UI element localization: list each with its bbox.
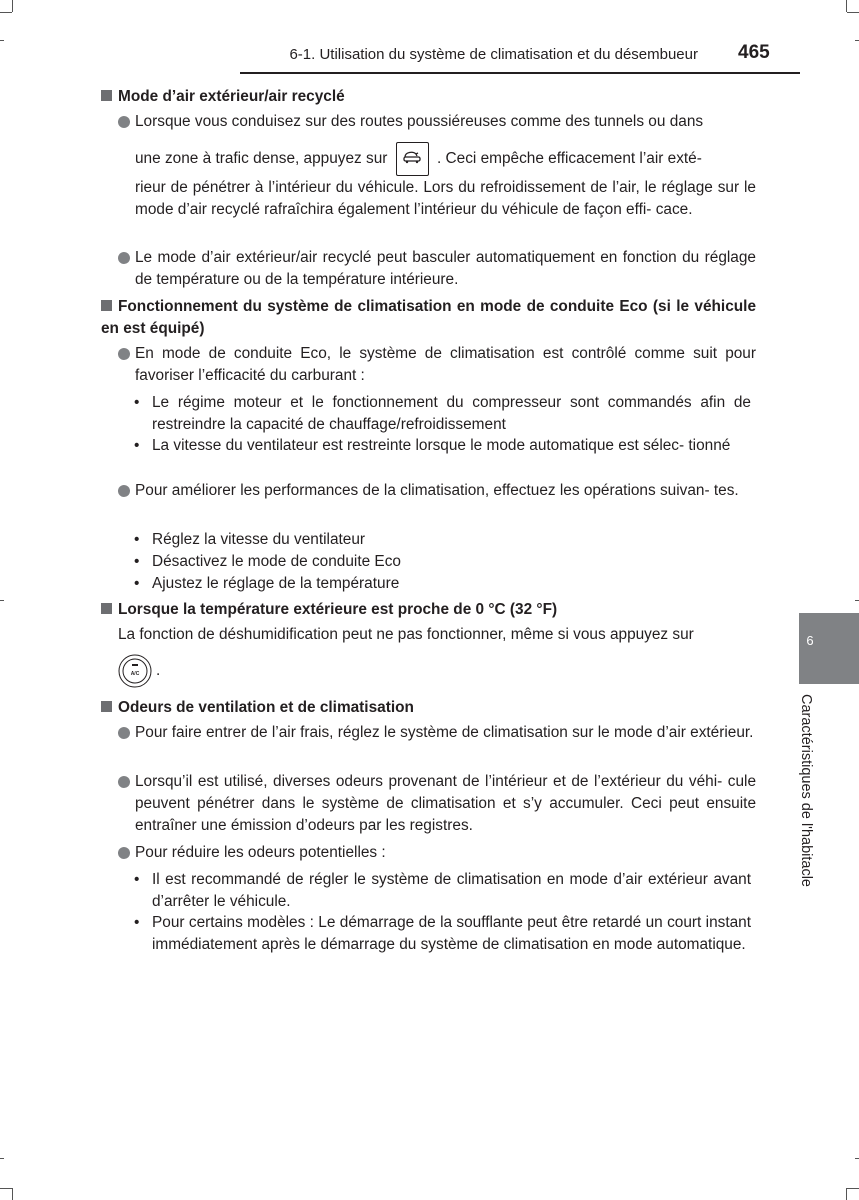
- crop-mark: [0, 1158, 4, 1159]
- crop-mark: [855, 600, 859, 601]
- running-header-title: 6-1. Utilisation du système de climatisation et du désembueur: [289, 46, 698, 63]
- section-title-air-mode: Mode d’air extérieur/air recyclé: [101, 86, 756, 108]
- paragraph-auto-switch: Le mode d’air extérieur/air recyclé peut basculer automatiquement en fonction du réglage de température ou de la température intérieure.: [118, 247, 756, 291]
- sentence-end: .: [156, 662, 161, 679]
- crop-mark: [847, 12, 859, 13]
- crop-mark: [846, 1188, 847, 1200]
- crop-mark: [0, 600, 4, 601]
- air-recirculation-icon: [401, 149, 423, 167]
- crop-mark: [855, 1158, 859, 1159]
- paragraph-recirculation-continued: rieur de pénétrer à l’intérieur du véhicule. Lors du refroidissement de l’air, le réglage sur le mode d’air recyclé rafraîchira également l’intérieur du véhicule de façon effi- cace.: [135, 179, 756, 218]
- circle-bullet-icon: [118, 348, 130, 360]
- square-icon: [101, 701, 112, 712]
- crop-mark: [0, 12, 12, 13]
- crop-mark: [0, 40, 4, 41]
- list-item: • Désactivez le mode de conduite Eco: [134, 553, 401, 570]
- circle-bullet-icon: [118, 116, 130, 128]
- crop-mark: [855, 40, 859, 41]
- circle-bullet-icon: [118, 727, 130, 739]
- list-item: • Il est recommandé de régler le système de climatisation en mode d’air extérieur avant d’arrêter le véhicule.: [134, 871, 751, 910]
- page-number: 465: [738, 42, 770, 63]
- paragraph-dehumidify: La fonction de déshumidification peut ne pas fonctionner, même si vous appuyez sur: [118, 626, 694, 643]
- air-recirculation-button: [396, 142, 429, 176]
- list-item: • Réglez la vitesse du ventilateur: [134, 531, 366, 548]
- chapter-tab: [799, 613, 859, 684]
- svg-text:A/C: A/C: [130, 671, 140, 677]
- crop-mark: [0, 1188, 12, 1189]
- section-title-eco-mode: Fonctionnement du système de climatisation en mode de conduite Eco (si le véhicule en est équipé): [101, 298, 756, 337]
- crop-mark: [12, 0, 13, 12]
- list-item: • Le régime moteur et le fonctionnement du compresseur sont commandés afin de restreindre la capacité de chauffage/refroidissement: [134, 394, 751, 433]
- list-item: • Pour certains modèles : Le démarrage de la soufflante peut être retardé un court instant immédiatement après le démarrage du système de climatisation en mode automatique.: [134, 914, 751, 953]
- ac-button: [118, 654, 152, 688]
- paragraph-eco-control: En mode de conduite Eco, le système de climatisation est contrôlé comme suit pour favoriser l’efficacité du carburant :: [118, 343, 756, 387]
- circle-bullet-icon: [118, 252, 130, 264]
- square-icon: [101, 300, 112, 311]
- circle-bullet-icon: [118, 485, 130, 497]
- section-title-odors: Odeurs de ventilation et de climatisation: [101, 697, 756, 719]
- crop-mark: [12, 1188, 13, 1200]
- crop-mark: [846, 0, 847, 12]
- crop-mark: [847, 1188, 859, 1189]
- paragraph-fresh-air: Pour faire entrer de l’air frais, réglez le système de climatisation sur le mode d’air extérieur.: [118, 722, 756, 744]
- paragraph-recirculation-button-line: une zone à trafic dense, appuyez sur . Ceci empêche efficacement l’air exté-: [118, 142, 756, 176]
- section-title-low-temp: Lorsque la température extérieure est proche de 0 °C (32 °F): [101, 599, 756, 621]
- circle-bullet-icon: [118, 847, 130, 859]
- paragraph-reduce-odors: Pour réduire les odeurs potentielles :: [118, 842, 756, 864]
- circle-bullet-icon: [118, 776, 130, 788]
- chapter-label: Caractéristiques de l'habitacle: [798, 694, 814, 887]
- paragraph-eco-improve: Pour améliorer les performances de la climatisation, effectuez les opérations suivan- tes.: [118, 480, 756, 502]
- paragraph-recirculation-use: Lorsque vous conduisez sur des routes poussiéreuses comme des tunnels ou dans: [118, 111, 756, 133]
- paragraph-odor-accumulation: Lorsqu’il est utilisé, diverses odeurs provenant de l’intérieur et de l’extérieur du véhi- cule peuvent pénétrer dans le système de climatisation et s’y accumuler. Ceci peut ensuite entraîner une émission d’odeurs par les registres.: [118, 771, 756, 837]
- chapter-number: 6: [806, 633, 814, 648]
- square-icon: [101, 90, 112, 101]
- header-rule: [240, 72, 800, 74]
- square-icon: [101, 603, 112, 614]
- ac-button-icon: [118, 654, 152, 688]
- list-item: • La vitesse du ventilateur est restreinte lorsque le mode automatique est sélec- tionné: [134, 437, 731, 454]
- list-item: • Ajustez le réglage de la température: [134, 575, 400, 592]
